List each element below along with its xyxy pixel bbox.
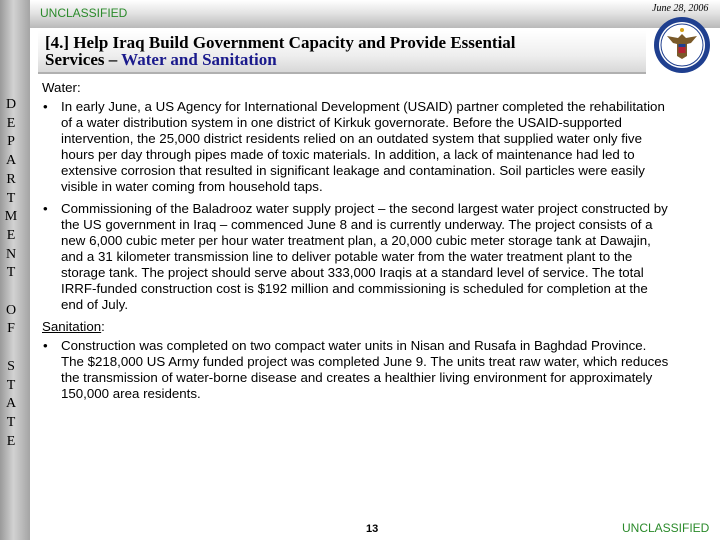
bullet-text: In early June, a US Agency for International Development (USAID) partner completed the rehabilitation of a water distribution system in one district of Kirkuk governorate. Before the USAID-supported intervention, the 25,000 district residents relied on an outdated system that supplied water only five hours per day through pipes made of toxic materials. In addition, a lack of maintenance had led to extensive corrosion that resulted in significant leakage and contamination. Soil particles were easily visible in water coming from household taps.	[61, 99, 665, 194]
sidebar-letter	[0, 283, 22, 302]
water-heading-colon: :	[76, 80, 81, 95]
sanitation-heading	[42, 319, 672, 335]
bullet-text: Construction was completed on two compact water units in Nisan and Rusafa in Baghdad Province. The $218,000 US Army funded project was completed June 9. The units treat raw water, which reduces the transmission of water-borne disease and creates a healthier living environment for approximately 150,000 area residents.	[61, 338, 669, 401]
document-date: June 28, 2006	[652, 3, 709, 14]
sidebar-letter: P	[7, 134, 15, 150]
water-heading-label: Water	[42, 80, 77, 95]
title-line-1: [4.] Help Iraq Build Government Capacity and Provide Essential	[45, 33, 516, 52]
sidebar-letter: M	[4, 209, 18, 225]
classification-bottom: UNCLASSIFIED	[622, 521, 710, 535]
sidebar-letter: F	[7, 321, 15, 337]
sidebar-letter: T	[6, 190, 16, 206]
content-area	[40, 80, 672, 408]
sidebar-letter: T	[6, 377, 16, 393]
water-bullet-list	[40, 99, 672, 313]
sanitation-bullet-list	[40, 338, 672, 402]
department-of-state-seal-icon	[653, 16, 711, 74]
bullet-icon: •	[43, 99, 48, 114]
water-heading	[42, 80, 672, 96]
sidebar-letter: E	[6, 115, 16, 131]
sanitation-heading-label: Sanitation	[42, 319, 102, 334]
page-number: 13	[366, 523, 379, 535]
slide-title	[45, 34, 516, 68]
bullet-text: Commissioning of the Baladrooz water supply project – the second largest water project constructed by the US government in Iraq – commenced June 8 and is currently underway. The project consists of a new 6,000 cubic meter per hour water treatment plan, a 20,000 cubic meter storage tank at Dawajin, and a 31 kilometer transmission line to deliver potable water from the water treatment plant to the storage tank. The project should serve about 333,000 Iraqis at a standard level of service. The total IRRF-funded construction cost is $192 million and commissioning is scheduled for completion at the end of July.	[61, 201, 668, 312]
list-item	[40, 338, 672, 402]
sidebar-letter: D	[5, 97, 17, 112]
title-highlight: Water and Sanitation	[121, 50, 277, 69]
sidebar-letter: T	[6, 265, 16, 281]
list-item	[40, 201, 672, 313]
sidebar-letter: T	[6, 414, 16, 430]
sidebar-letter	[0, 339, 22, 358]
sidebar-letter: E	[6, 227, 16, 243]
title-line-2	[45, 51, 516, 68]
bullet-icon: •	[43, 201, 48, 216]
sanitation-heading-colon: :	[101, 319, 105, 334]
top-banner	[30, 0, 720, 28]
sidebar-letter: S	[7, 358, 15, 374]
sidebar-letter: A	[5, 396, 17, 412]
list-item	[40, 99, 672, 195]
title-prefix: Services –	[45, 50, 122, 69]
sidebar-letter: R	[6, 171, 16, 187]
sidebar-letter: A	[5, 153, 17, 169]
sidebar-letter: O	[5, 302, 17, 318]
bullet-icon: •	[43, 338, 48, 353]
vertical-department-title	[0, 96, 22, 451]
sidebar-letter: N	[5, 246, 17, 262]
classification-top: UNCLASSIFIED	[40, 6, 128, 20]
sidebar-letter: E	[6, 433, 16, 449]
